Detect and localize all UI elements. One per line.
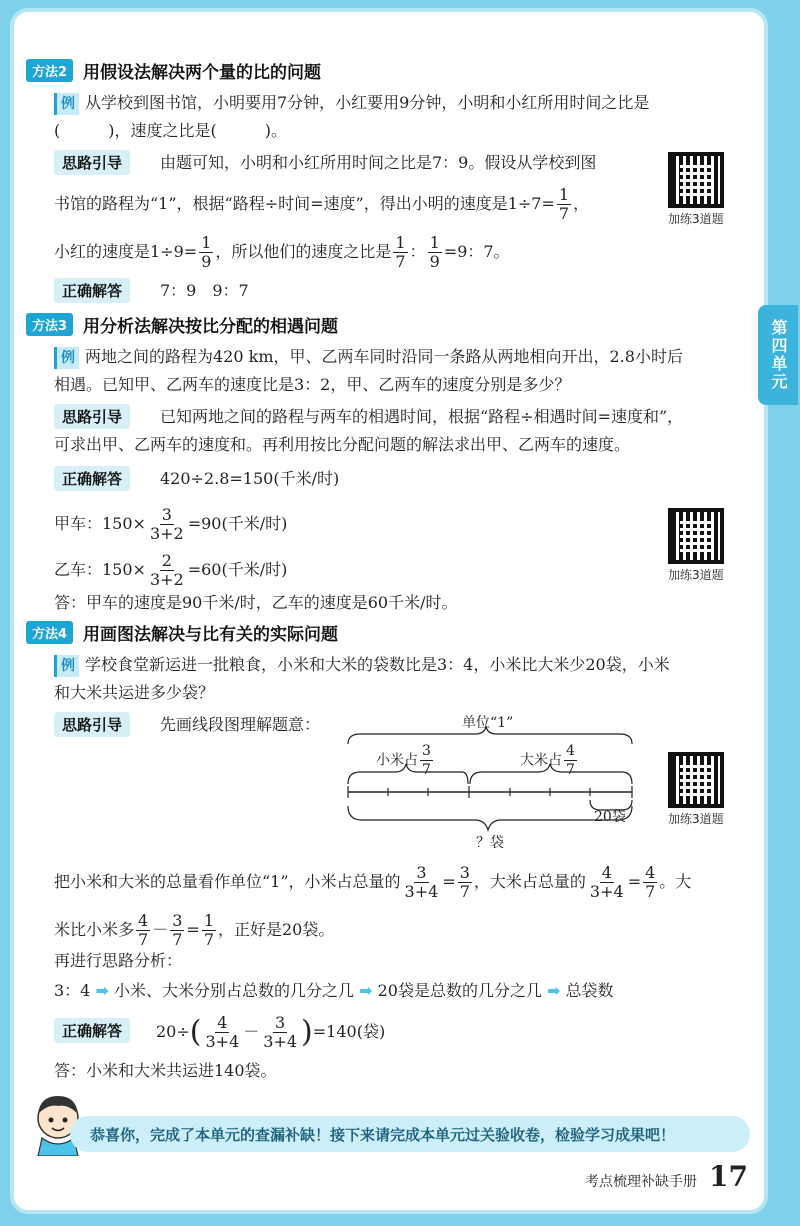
arrow-right-icon: ➡ bbox=[547, 981, 561, 1000]
m2-guide-label: 思路引导 bbox=[54, 150, 130, 175]
diagram-unit-label: 单位“1” bbox=[462, 715, 514, 731]
m3-q2: 相遇。已知甲、乙两车的速度比是3：2，甲、乙两车的速度分别是多少？ bbox=[54, 375, 571, 394]
frac-den: 3+4 bbox=[404, 882, 439, 901]
page-number: 17 bbox=[709, 1160, 748, 1193]
congrats-banner: 恭喜你，完成了本单元的查漏补缺！接下来请完成本单元过关验收卷，检验学习成果吧！ bbox=[70, 1116, 750, 1152]
frac-den: 7 bbox=[203, 930, 214, 949]
m2-answer-label: 正确解答 bbox=[54, 278, 130, 303]
frac-num: 3 bbox=[416, 863, 427, 882]
frac-num: 3 bbox=[161, 505, 172, 524]
fraction bbox=[420, 742, 433, 779]
left-paren: ( bbox=[189, 1014, 202, 1050]
example-tag: 例 bbox=[54, 655, 79, 677]
m4-q1: 学校食堂新运进一批粮食，小米和大米的袋数比是3：4，小米比大米少20袋，小米 bbox=[85, 655, 670, 674]
m2-answer: 7：9 9：7 bbox=[160, 281, 249, 300]
m3-final: 答：甲车的速度是90千米/时，乙车的速度是60千米/时。 bbox=[54, 593, 458, 612]
frac-den: 3+4 bbox=[205, 1032, 240, 1051]
frac-num: 2 bbox=[161, 551, 172, 570]
example-tag: 例 bbox=[54, 347, 79, 369]
frac-num: 3 bbox=[422, 743, 431, 759]
frac-den: 7 bbox=[558, 204, 570, 223]
m2-question-line1 bbox=[54, 92, 649, 115]
m3-yi-post: =60(千米/时) bbox=[187, 560, 288, 579]
frac-den: 3+2 bbox=[149, 524, 184, 543]
frac-num: 4 bbox=[217, 1013, 228, 1032]
frac-den: 3+4 bbox=[263, 1032, 298, 1051]
ans-post: =140(袋) bbox=[312, 1022, 386, 1041]
fraction bbox=[428, 234, 442, 271]
m3-guide-label: 思路引导 bbox=[54, 404, 130, 429]
m3-g2: 可求出甲、乙两车的速度和。再利用按比分配问题的解法求出甲、乙两车的速度。 bbox=[54, 435, 631, 454]
frac-num: 3 bbox=[459, 863, 470, 882]
method2-header bbox=[26, 58, 321, 82]
analysis-flow bbox=[54, 980, 614, 1002]
fraction bbox=[643, 864, 657, 901]
arrow-right-icon: ➡ bbox=[359, 981, 373, 1000]
fraction bbox=[458, 864, 472, 901]
m3-yi-pre: 乙车：150× bbox=[54, 560, 146, 579]
method2-tag: 方法2 bbox=[26, 59, 73, 82]
frac-den: 7 bbox=[422, 762, 431, 778]
equals: = bbox=[627, 872, 642, 891]
m2-g3 bbox=[54, 234, 510, 271]
frac-den: 7 bbox=[138, 930, 149, 949]
qr-code-icon[interactable] bbox=[668, 752, 724, 808]
m2-q2: ( )，速度之比是( )。 bbox=[54, 121, 287, 140]
fraction bbox=[203, 1014, 241, 1051]
fraction bbox=[170, 912, 184, 949]
frac-den: 7 bbox=[459, 882, 470, 901]
m4-p1c: 。大 bbox=[659, 872, 692, 891]
method4-title: 用画图法解决与比有关的实际问题 bbox=[83, 624, 339, 645]
m4-p1 bbox=[54, 864, 691, 901]
frac-num: 4 bbox=[645, 863, 656, 882]
colon: ： bbox=[409, 242, 426, 261]
page-footer bbox=[585, 1160, 748, 1193]
frac-den: 7 bbox=[172, 930, 183, 949]
frac-num: 4 bbox=[601, 863, 612, 882]
m4-guide-label: 思路引导 bbox=[54, 712, 130, 737]
fraction bbox=[148, 552, 186, 589]
fraction bbox=[199, 234, 213, 271]
equals: = bbox=[442, 872, 456, 891]
frac-num: 1 bbox=[395, 233, 406, 252]
book-title: 考点梳理补缺手册 bbox=[585, 1174, 698, 1190]
fraction bbox=[136, 912, 150, 949]
frac-den: 9 bbox=[429, 252, 440, 271]
diagram-dm-label bbox=[520, 742, 579, 779]
diagram-diff-label: 20袋 bbox=[594, 809, 626, 825]
method4-header bbox=[26, 620, 338, 644]
m2-q1: 从学校到图书馆，小明要用7分钟，小红要用9分钟，小明和小红所用时间之比是 bbox=[85, 93, 650, 112]
fraction bbox=[403, 864, 441, 901]
m2-qr-caption: 加练3道题 bbox=[668, 212, 724, 226]
m4-p2a: 米比小米多 bbox=[54, 920, 135, 939]
method3-tag: 方法3 bbox=[26, 313, 73, 336]
m3-jia bbox=[54, 506, 287, 543]
frac-den: 3+2 bbox=[149, 570, 184, 589]
frac-den: 7 bbox=[645, 882, 656, 901]
minus: － bbox=[243, 1022, 260, 1041]
frac-num: 1 bbox=[201, 233, 212, 252]
m2-g2a: 书馆的路程为“1”，根据“路程÷时间=速度”，得出小明的速度是1÷7= bbox=[54, 194, 555, 213]
equals: = bbox=[186, 920, 200, 939]
xm-text: 小米占 bbox=[376, 752, 418, 769]
diagram-total-label: ？袋 bbox=[476, 835, 504, 851]
m2-g3c: =9：7。 bbox=[443, 242, 510, 261]
m2-g3b: ，所以他们的速度之比是 bbox=[215, 242, 392, 261]
qr-code-icon[interactable] bbox=[668, 508, 724, 564]
m4-p1b: ，大米占总量的 bbox=[473, 872, 586, 891]
m4-question-line1 bbox=[54, 654, 670, 677]
method3-header bbox=[26, 312, 338, 336]
minus: － bbox=[152, 920, 169, 939]
m3-jia-post: =90(千米/时) bbox=[187, 514, 288, 533]
diagram-xm-label bbox=[376, 742, 435, 779]
fraction bbox=[393, 234, 407, 271]
ans-pre: 20÷ bbox=[156, 1022, 190, 1041]
frac-den: 7 bbox=[566, 762, 575, 778]
frac-num: 3 bbox=[275, 1013, 286, 1032]
example-tag: 例 bbox=[54, 93, 79, 115]
frac-num: 1 bbox=[429, 233, 440, 252]
m4-answer-label: 正确解答 bbox=[54, 1018, 130, 1043]
frac-num: 4 bbox=[566, 743, 575, 759]
fraction bbox=[261, 1014, 299, 1051]
m3-jia-pre: 甲车：150× bbox=[54, 514, 146, 533]
m4-answer bbox=[156, 1014, 385, 1051]
m3-answer-label: 正确解答 bbox=[54, 466, 130, 491]
m3-qr-caption: 加练3道题 bbox=[668, 568, 724, 582]
fraction bbox=[564, 742, 577, 779]
fraction bbox=[557, 186, 571, 223]
frac-den: 3+4 bbox=[589, 882, 624, 901]
m3-q1: 两地之间的路程为420 km，甲、乙两车同时沿同一条路从两地相向开出，2.8小时后 bbox=[85, 347, 683, 366]
m2-g2: 书馆的路程为“1”，根据“路程÷时间=速度”，得出小明的速度是1÷7= $\frac{1}{7}$ ， bbox=[54, 185, 590, 223]
frac-num: 1 bbox=[558, 185, 570, 204]
method4-tag: 方法4 bbox=[26, 621, 73, 644]
m4-q2: 和大米共运进多少袋？ bbox=[54, 683, 215, 702]
fraction bbox=[202, 912, 216, 949]
m3-g1: 已知两地之间的路程与两车的相遇时间，根据“路程÷相遇时间=速度和”， bbox=[160, 407, 684, 426]
flow-step: 3：4 bbox=[54, 981, 91, 1000]
flow-step: 小米、大米分别占总数的几分之几 bbox=[113, 981, 354, 1000]
frac-num: 4 bbox=[138, 911, 149, 930]
fraction bbox=[588, 864, 626, 901]
m4-p3: 再进行思路分析： bbox=[54, 951, 183, 970]
frac-den: 7 bbox=[395, 252, 406, 271]
method3-title: 用分析法解决按比分配的相遇问题 bbox=[83, 316, 339, 337]
m2-g3a: 小红的速度是1÷9= bbox=[54, 242, 198, 261]
m4-qr-caption: 加练3道题 bbox=[668, 812, 724, 826]
m3-yi bbox=[54, 552, 287, 589]
m2-g1: 由题可知，小明和小红所用时间之比是7：9。假设从学校到图 bbox=[160, 153, 597, 172]
m3-a1: 420÷2.8=150(千米/时) bbox=[160, 469, 340, 488]
total-brace bbox=[348, 806, 632, 830]
m4-g1: 先画线段图理解题意： bbox=[160, 715, 321, 734]
fraction bbox=[148, 506, 186, 543]
m4-final: 答：小米和大米共运进140袋。 bbox=[54, 1061, 277, 1080]
frac-num: 1 bbox=[203, 911, 214, 930]
m4-p2b: ，正好是20袋。 bbox=[218, 920, 335, 939]
qr-code-icon[interactable] bbox=[668, 152, 724, 208]
flow-step: 总袋数 bbox=[565, 981, 614, 1000]
m3-question-line1 bbox=[54, 346, 683, 369]
flow-step: 20袋是总数的几分之几 bbox=[377, 981, 542, 1000]
m4-p1a: 把小米和大米的总量看作单位“1”，小米占总量的 bbox=[54, 872, 401, 891]
frac-num: 3 bbox=[172, 911, 183, 930]
arrow-right-icon: ➡ bbox=[95, 981, 109, 1000]
unit-side-tab[interactable]: 第四单元 bbox=[758, 305, 798, 405]
right-paren: ) bbox=[301, 1014, 313, 1050]
method2-title: 用假设法解决两个量的比的问题 bbox=[83, 62, 322, 83]
frac-den: 9 bbox=[201, 252, 212, 271]
dm-text: 大米占 bbox=[520, 752, 562, 769]
m4-p2 bbox=[54, 912, 334, 949]
